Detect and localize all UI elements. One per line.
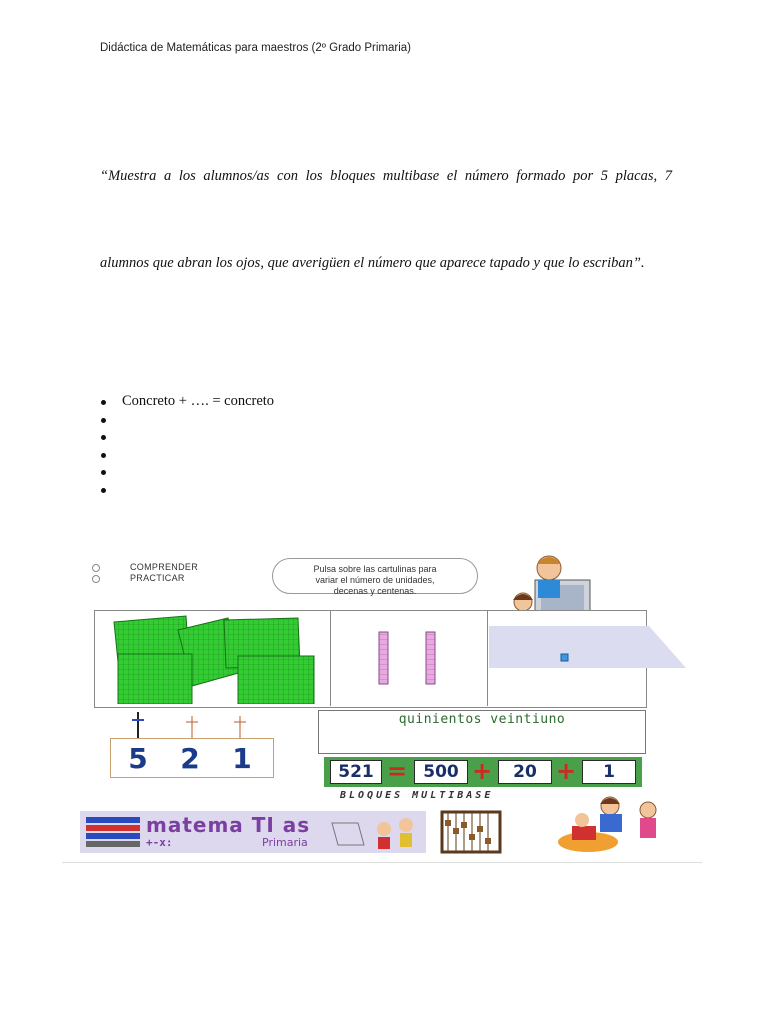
instruction-line: decenas y centenas.	[333, 586, 417, 596]
digit-tens[interactable]: 2	[180, 742, 200, 775]
digit-units[interactable]: 1	[232, 742, 252, 775]
quote-line-1: “Muestra a los alumnos/as con los bloques multibase el número formado por 5 placas, 7	[100, 168, 672, 184]
app-caption: BLOQUES MULTIBASE	[340, 790, 494, 801]
abacus-icon	[440, 808, 502, 856]
equation-units: 1	[582, 760, 636, 784]
number-words-box: quinientos veintiuno	[318, 710, 646, 754]
equals-sign: =	[387, 757, 408, 785]
panel-divider	[487, 610, 488, 706]
quote-line-2: alumnos que abran los ojos, que averigüen el número que aparece tapado y que lo escriban”.	[100, 255, 645, 271]
instruction-line: variar el número de unidades,	[315, 575, 435, 585]
equation-total: 521	[330, 760, 382, 784]
instruction-bubble	[272, 558, 478, 594]
tens-rods[interactable]	[372, 630, 442, 686]
bullet-item	[100, 446, 274, 464]
radio-icon	[92, 564, 100, 572]
divider	[62, 862, 702, 863]
mode-option-practicar[interactable]	[92, 573, 185, 583]
instruction-line: Pulsa sobre las cartulinas para	[313, 564, 437, 574]
equation-hundreds: 500	[414, 760, 468, 784]
hundreds-plates[interactable]	[108, 614, 324, 704]
digit-hundreds[interactable]: 5	[128, 742, 148, 775]
bullet-item	[100, 411, 274, 429]
abacus-spikes	[110, 710, 272, 740]
bullet-list	[100, 393, 274, 498]
bullet-item: Concreto + …. = concreto	[100, 393, 274, 411]
abacus-icon	[86, 815, 142, 851]
equation-tens: 20	[498, 760, 552, 784]
logo-symbols: +-x:	[146, 836, 173, 849]
plus-sign: +	[472, 757, 493, 785]
logo-title: matema TI as	[146, 813, 311, 837]
page-header: Didáctica de Matemáticas para maestros (2º Grado Primaria)	[100, 42, 411, 54]
bullet-item	[100, 481, 274, 499]
radio-icon	[92, 575, 100, 583]
bullet-item	[100, 463, 274, 481]
logo-characters	[328, 815, 424, 851]
mode-label: COMPRENDER	[130, 562, 199, 572]
logo-subtitle: Primaria	[262, 836, 308, 849]
plus-sign: +	[556, 757, 577, 785]
kids-reading-illustration	[552, 792, 672, 858]
mode-label: PRACTICAR	[130, 573, 185, 583]
bullet-item	[100, 428, 274, 446]
panel-divider	[330, 610, 331, 706]
units-area[interactable]	[489, 624, 687, 670]
mode-option-comprender[interactable]	[92, 562, 198, 572]
